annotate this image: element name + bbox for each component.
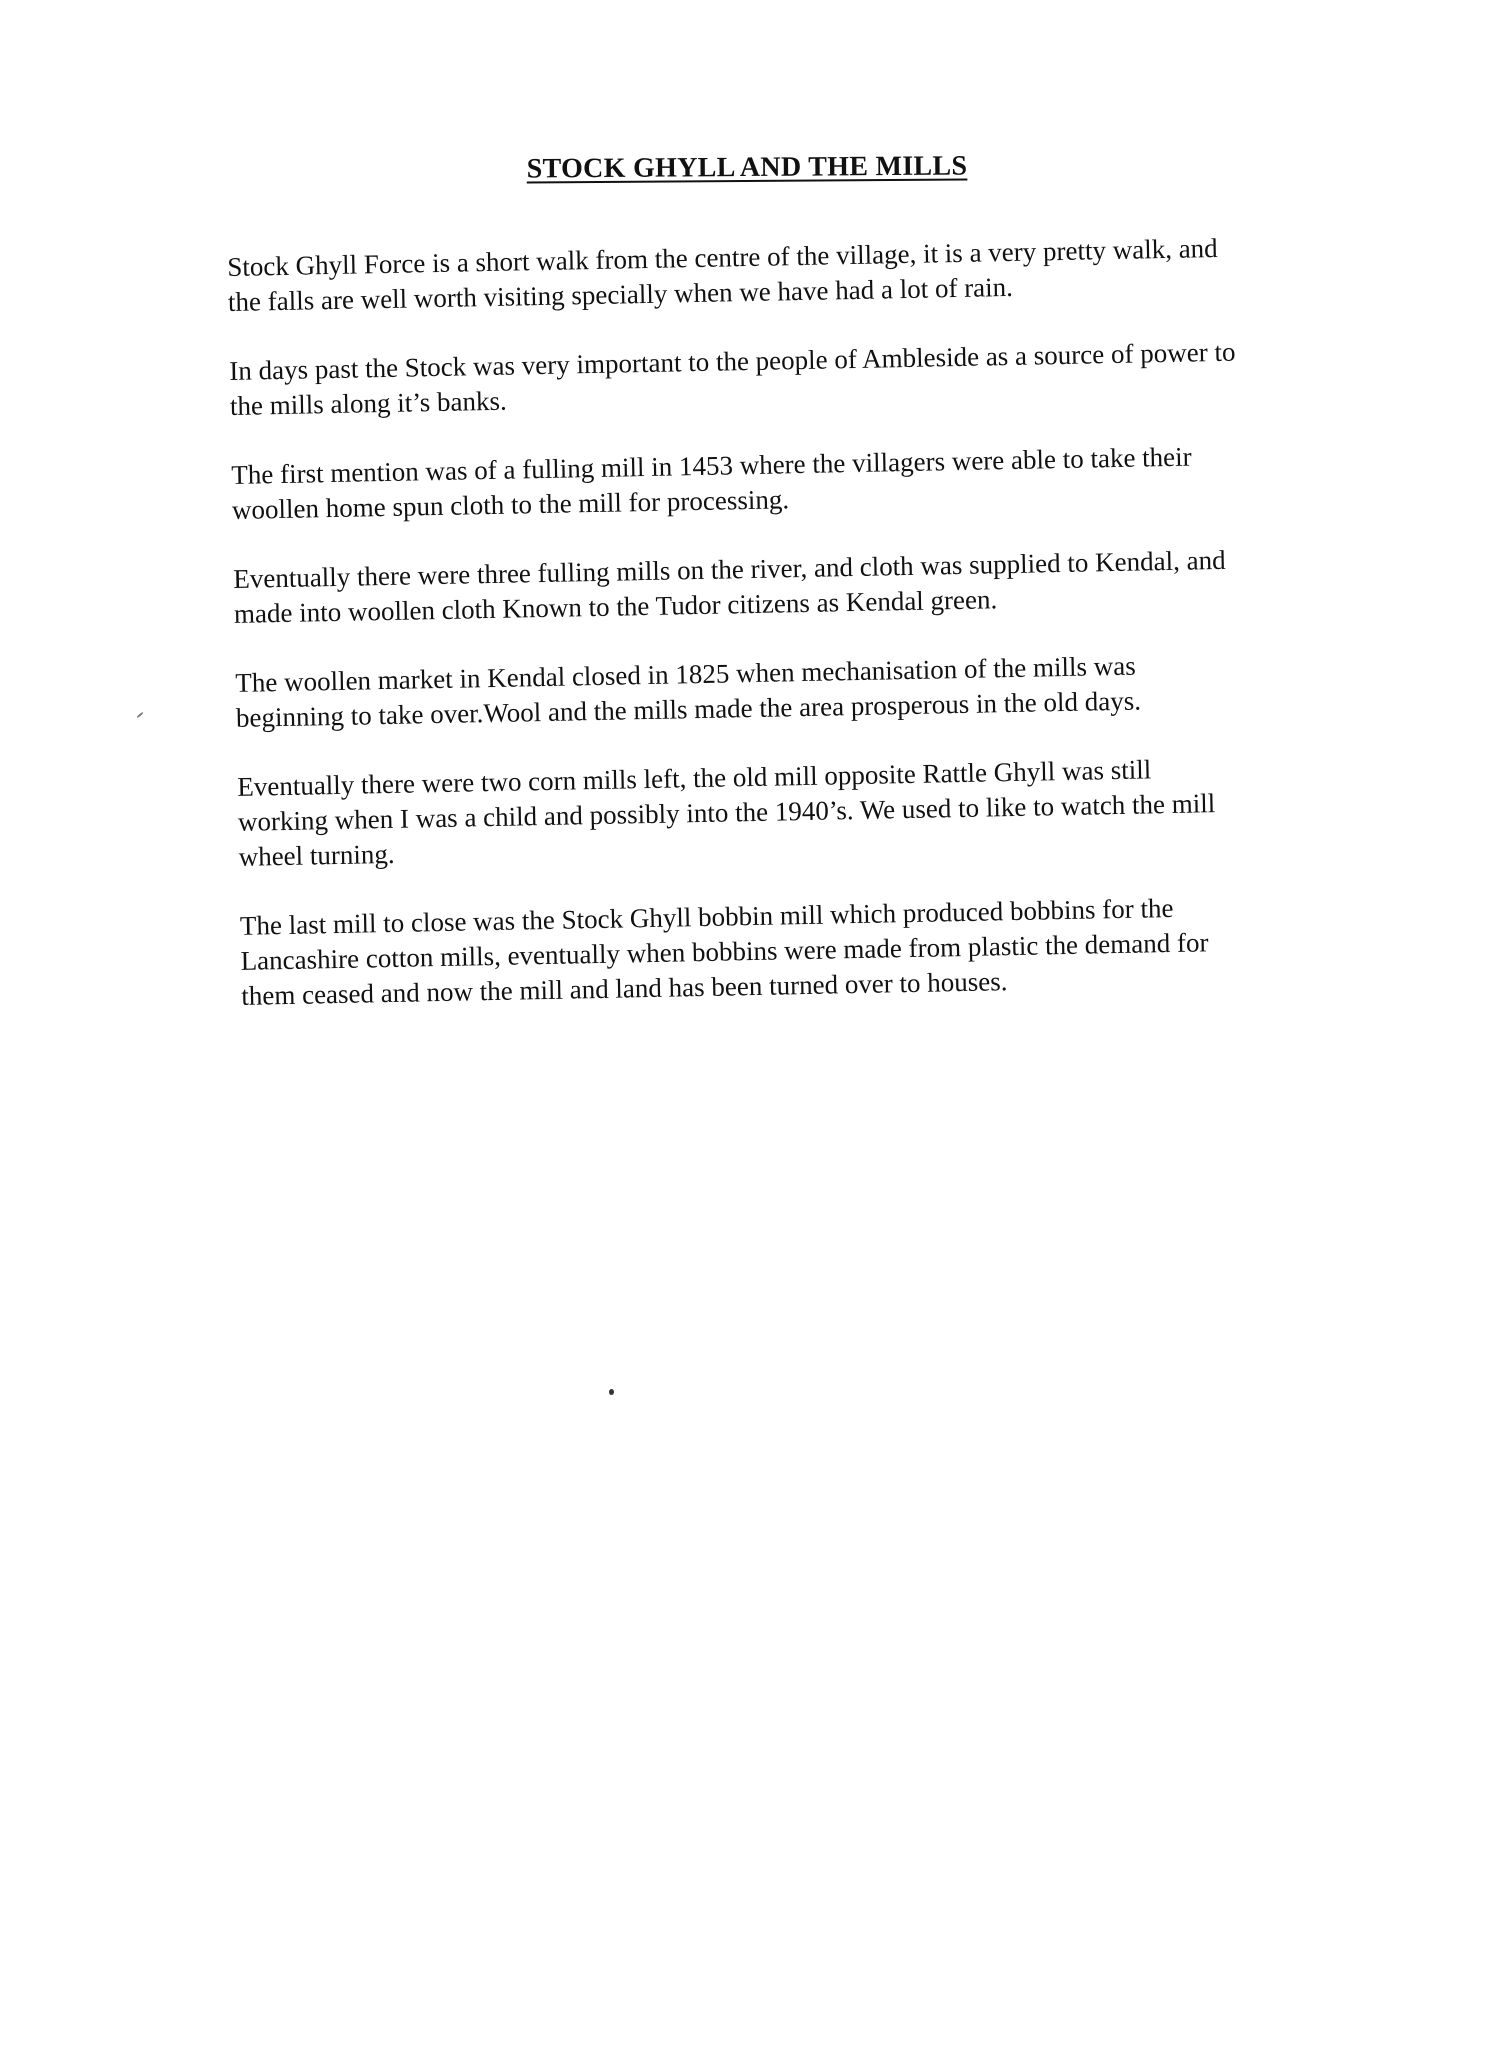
paragraph-6: Eventually there were two corn mills left, the old mill opposite Rattle Ghyll was still working when I was a child and possibly into the 1940’s. We used to like to watch the mill wheel turning. <box>237 754 1216 872</box>
document-title: STOCK GHYLL AND THE MILLS <box>526 150 968 185</box>
document-body <box>227 231 1252 1048</box>
scan-speck <box>609 1389 614 1395</box>
paragraph-3: The first mention was of a fulling mill in 1453 where the villagers were able to take their woollen home spun cloth to the mill for processing. <box>231 441 1192 525</box>
scan-mark <box>136 712 143 719</box>
paragraph-5: The woollen market in Kendal closed in 1825 when mechanisation of the mills was beginning to take over.Wool and the mills made the area prosperous in the old days. <box>235 650 1142 733</box>
paragraph-7: The last mill to close was the Stock Ghyll bobbin mill which produced bobbins for the Lancashire cotton mills, eventually when bobbins were made from plastic the demand for them ceased and now the mill and land has been turned over to houses. <box>239 892 1209 1011</box>
paragraph-1: Stock Ghyll Force is a short walk from the centre of the village, it is a very pretty walk, and the falls are well worth visiting specially when we have had a lot of rain. <box>227 232 1218 317</box>
paragraph-2: In days past the Stock was very important to the people of Ambleside as a source of power to the mills along it’s banks. <box>229 336 1236 421</box>
paragraph-4: Eventually there were three fulling mills on the river, and cloth was supplied to Kendal, and made into woollen cloth Known to the Tudor citizens as Kendal green. <box>233 544 1226 629</box>
